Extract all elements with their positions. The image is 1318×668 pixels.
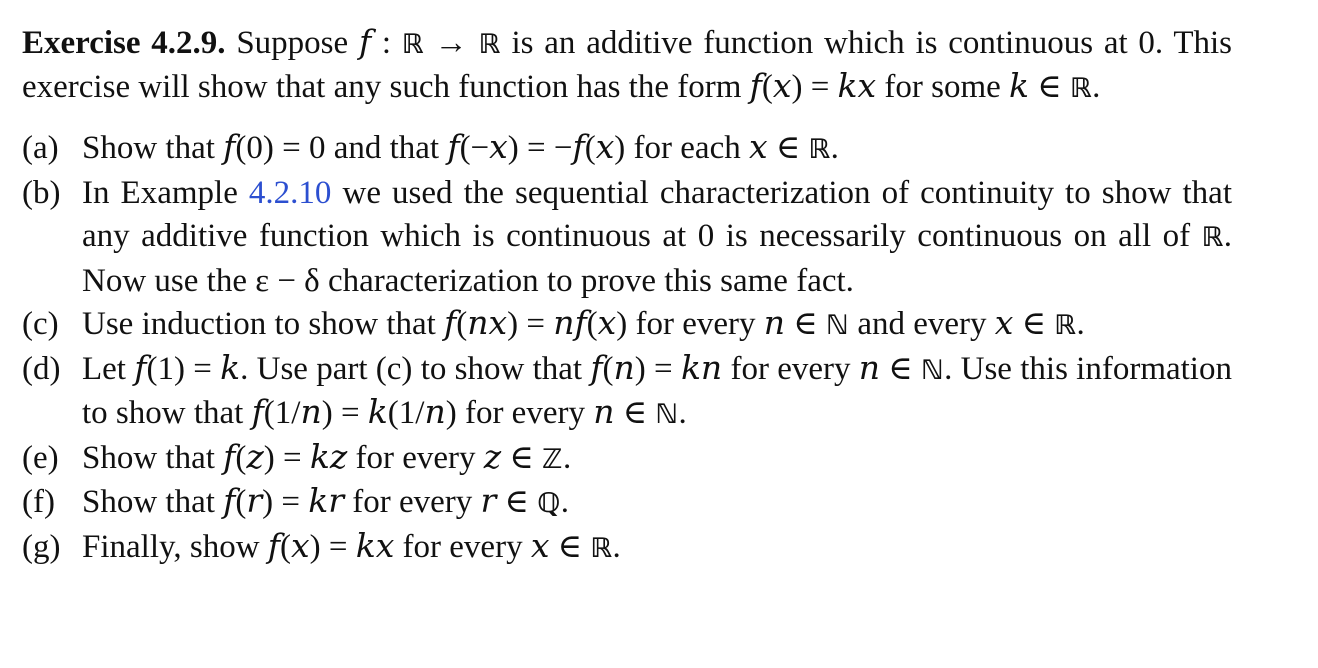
exercise-part-f [22,481,1232,526]
exercise-statement-text: Suppose 𝑓 : ℝ → ℝ is an additive function which is continuous at 0. This exercise will show that any such function has the form 𝑓(𝑥) = 𝑘𝑥 for some 𝑘 ∈ ℝ. [22,25,1233,105]
part-text: Use induction to show that 𝑓(𝑛𝑥) = 𝑛𝑓(𝑥) for every 𝑛 ∈ ℕ and every 𝑥 ∈ ℝ. [82,306,1085,342]
part-text-after-link: we used the sequential characterization of continuity to show that any additive function which is continuous at 0 is necessarily continuous on all of ℝ. Now use the ε − δ characterization to prove this same fact. [82,174,1233,299]
exercise-part-e [22,437,1232,482]
part-label: (a) [22,130,59,166]
exercise-part-b [22,172,1232,304]
exercise-part-d [22,348,1232,437]
part-label: (c) [22,306,59,342]
exercise-part-a [22,127,1232,172]
part-label: (e) [22,439,59,476]
part-text-before-link: In Example [82,174,249,211]
exercise-part-c [22,303,1232,348]
part-text: Show that 𝑓(𝑟) = 𝑘𝑟 for every 𝑟 ∈ ℚ. [82,484,569,520]
exercise-block [22,22,1232,570]
part-text: Show that 𝑓(𝑧) = 𝑘𝑧 for every 𝑧 ∈ ℤ. [82,439,572,476]
exercise-heading: Exercise 4.2.9. [22,25,226,61]
part-label: (b) [22,174,61,211]
part-text: Show that 𝑓(0) = 0 and that 𝑓(−𝑥) = −𝑓(𝑥) for each 𝑥 ∈ ℝ. [82,130,839,166]
part-label: (f) [22,484,55,520]
part-label: (d) [22,350,61,387]
part-text: Finally, show 𝑓(𝑥) = 𝑘𝑥 for every 𝑥 ∈ ℝ. [82,528,621,565]
part-text: Let 𝑓(1) = 𝑘. Use part (c) to show that 𝑓(𝑛) = 𝑘𝑛 for every 𝑛 ∈ ℕ. Use this information to show that 𝑓(1/𝑛) = 𝑘(1/𝑛) for every 𝑛 ∈ ℕ. [82,350,1232,431]
part-label: (g) [22,528,61,565]
exercise-statement [22,22,1232,110]
example-reference-link[interactable]: 4.2.10 [248,174,332,211]
exercise-part-g [22,526,1232,571]
exercise-parts-list [22,127,1232,570]
